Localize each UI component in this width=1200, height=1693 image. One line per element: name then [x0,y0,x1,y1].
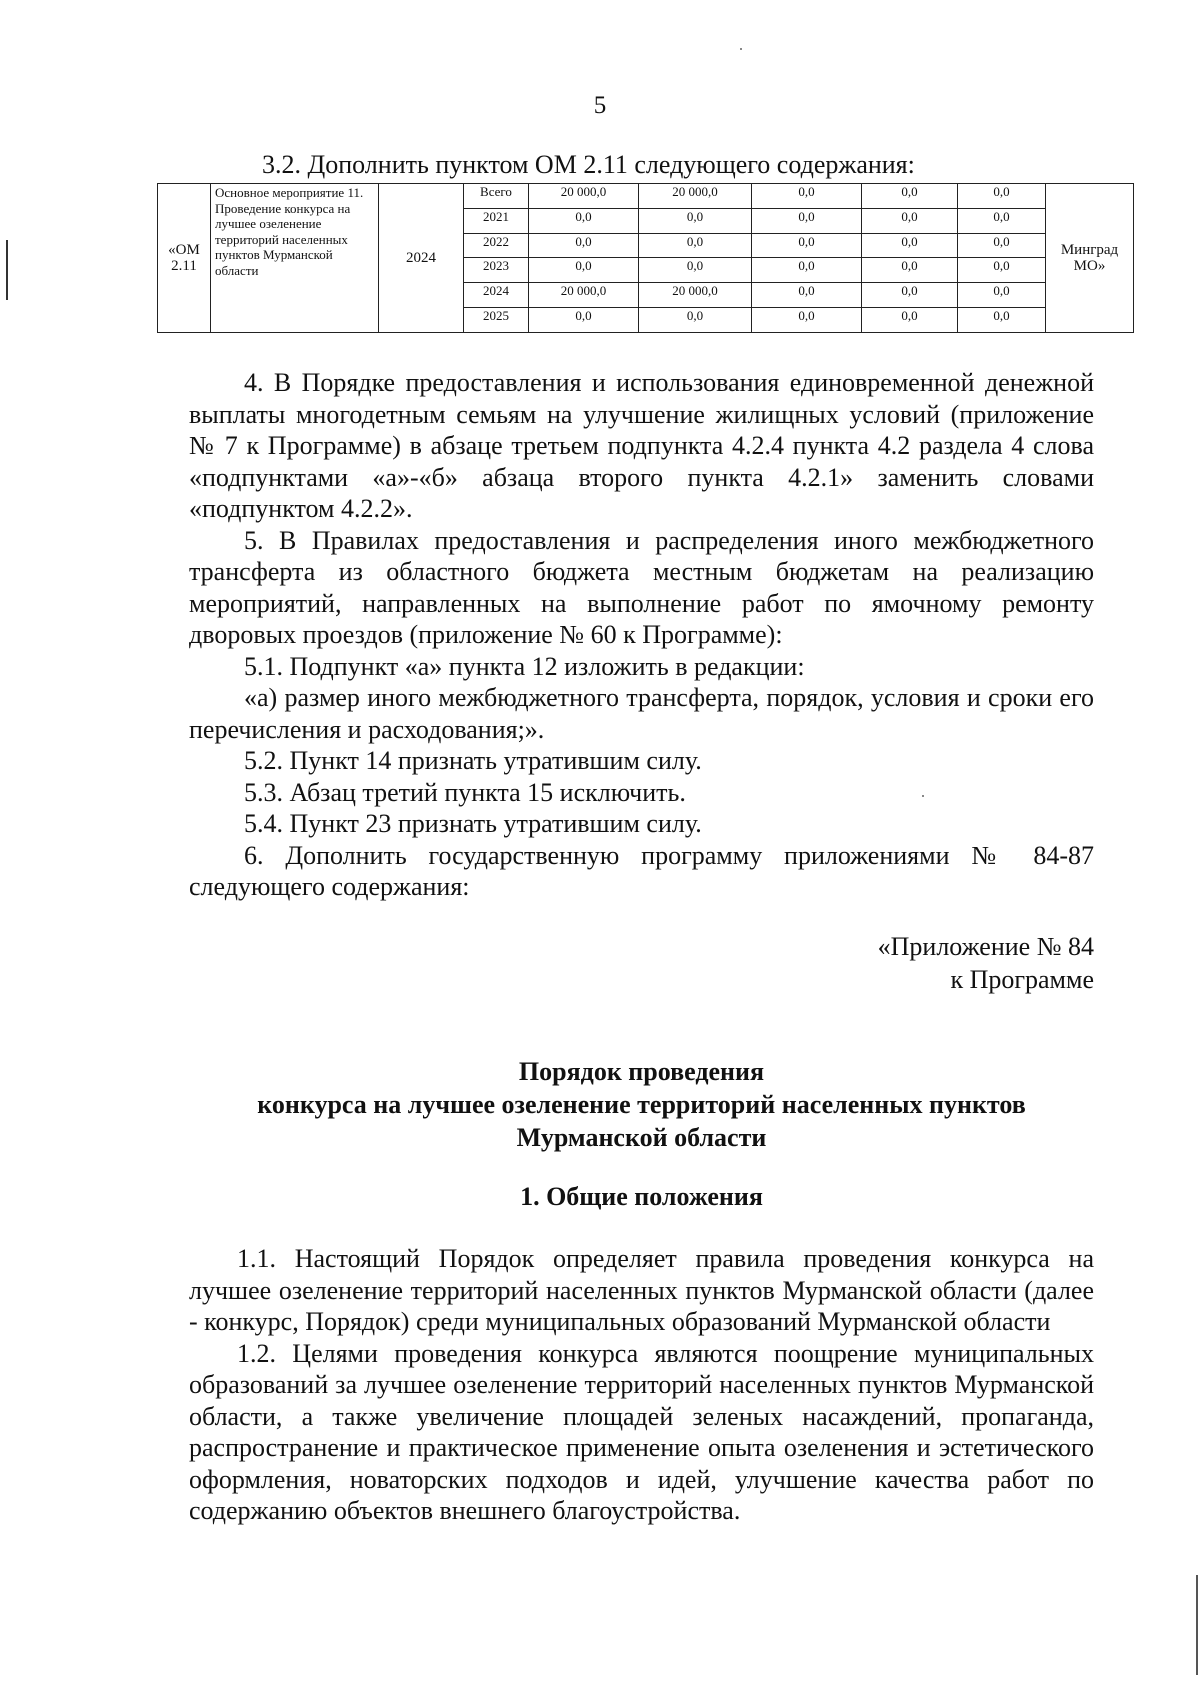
paragraph: 5. В Правилах предоставления и распределения иного межбюджетного трансферта из областного бюджета местным бюджетам на реализацию мероприятий, направленных на выполнение работ по ямочному ремонту дворовых проездов (приложение № 60 к Программе): [189,525,1094,649]
scan-edge-mark [1196,1575,1198,1675]
table-cell: 0,0 [958,258,1046,283]
title-line: Порядок проведения [518,1057,765,1086]
title-line: Мурманской области [516,1123,767,1152]
table-cell: 0,0 [958,283,1046,308]
paragraph: 5.3. Абзац третий пункта 15 исключить. [244,777,686,807]
table-cell: 0,0 [529,233,639,258]
table-cell: 0,0 [862,258,958,283]
amendment-body [189,367,1094,903]
table-cell: 0,0 [639,233,752,258]
paragraph: 5.2. Пункт 14 признать утратившим силу. [244,746,702,775]
row-label: 2025 [464,308,529,333]
table-cell: 0,0 [862,308,958,333]
table-cell: 0,0 [529,308,639,333]
table-cell: 0,0 [752,308,862,333]
appendix-reference [700,930,1094,996]
table-cell: 0,0 [862,233,958,258]
table-cell: 0,0 [862,208,958,233]
table-cell: 0,0 [529,208,639,233]
scan-edge-mark [6,240,8,300]
appendix-subtitle: к Программе [950,965,1094,994]
table-cell: 0,0 [752,283,862,308]
measure-name: Основное мероприятие 11. Проведение конкурса на лучшее озеленение территорий населенных пунктов Мурманской области [211,184,379,333]
appendix-number: «Приложение № 84 [877,932,1094,961]
table-row [158,184,1134,209]
measure-code: «ОМ 2.11 [158,184,211,333]
table-cell: 20 000,0 [529,283,639,308]
paragraph: 5.4. Пункт 23 признать утратившим силу. [244,809,702,838]
row-label: Всего [464,184,529,209]
table-cell: 0,0 [752,233,862,258]
section-body [189,1243,1094,1527]
page-number: 5 [593,92,607,119]
amendment-intro: 3.2. Дополнить пунктом ОМ 2.11 следующего содержания: [262,150,915,179]
paragraph: 6. Дополнить государственную программу приложениями № 84-87 следующего содержания: [189,840,1094,901]
paragraph: 1.1. Настоящий Порядок определяет правила проведения конкурса на лучшее озеленение территорий населенных пунктов Мурманской области (далее - конкурс, Порядок) среди муниципальных образований Мурманской области [189,1244,1094,1336]
table-cell: 0,0 [862,283,958,308]
table-cell: 0,0 [958,208,1046,233]
table-cell: 20 000,0 [639,184,752,209]
paragraph: 1.2. Целями проведения конкурса являются поощрение муниципальных образований за лучшее озеленение территорий населенных пунктов Мурманской области, а также увеличение площадей зеленых насаждений, пропаганда, распространение и практическое применение опыта озеленения и эстетического оформления, новаторских подходов и идей, улучшение качества работ по содержанию объектов внешнего благоустройства. [189,1338,1094,1525]
paragraph: 4. В Порядке предоставления и использования единовременной денежной выплаты многодетным семьям на улучшение жилищных условий (приложение № 7 к Программе) в абзаце третьем подпункта 4.2.4 пункта 4.2 раздела 4 слова «подпунктами «а»-«б» абзаца второго пункта 4.2.1» заменить словами «подпунктом 4.2.2». [189,368,1094,523]
paragraph: «а) размер иного межбюджетного трансферта, порядок, условия и сроки его перечисления и расходования;». [189,683,1094,744]
document-title [189,1055,1094,1154]
title-line: конкурса на лучшее озеленение территорий населенных пунктов [257,1090,1026,1119]
row-label: 2021 [464,208,529,233]
table-cell: 0,0 [639,308,752,333]
table-cell: 0,0 [752,184,862,209]
table-cell: 0,0 [639,208,752,233]
table-cell: 20 000,0 [639,283,752,308]
paragraph: 5.1. Подпункт «а» пункта 12 изложить в редакции: [244,651,805,681]
executor: Минград МО» [1046,184,1134,333]
table-cell: 0,0 [862,184,958,209]
table-cell: 0,0 [958,233,1046,258]
row-label: 2023 [464,258,529,283]
table-cell: 0,0 [958,308,1046,333]
table-cell: 0,0 [529,258,639,283]
measure-year: 2024 [379,184,464,333]
table-cell: 0,0 [752,258,862,283]
table-cell: 0,0 [752,208,862,233]
table-cell: 20 000,0 [529,184,639,209]
scan-speck [740,48,742,50]
section-heading: 1. Общие положения [520,1182,763,1211]
row-label: 2024 [464,283,529,308]
table-cell: 0,0 [958,184,1046,209]
table-cell: 0,0 [639,258,752,283]
program-measure-table [157,183,1134,333]
row-label: 2022 [464,233,529,258]
